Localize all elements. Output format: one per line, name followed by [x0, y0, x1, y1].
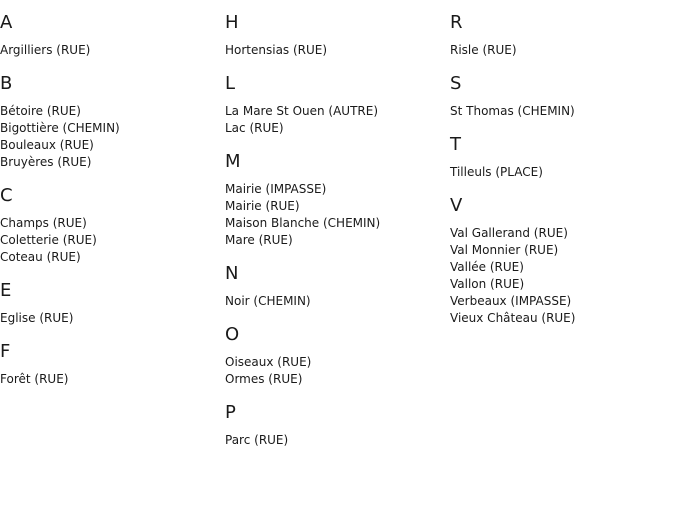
- section-letter: P: [225, 402, 236, 423]
- index-column-2: [225, 12, 445, 463]
- section-r: [450, 12, 670, 59]
- section-letter: C: [0, 185, 13, 206]
- index-column-1: [0, 12, 220, 402]
- street-list: [450, 103, 670, 120]
- street-item[interactable]: Mairie (RUE): [225, 199, 300, 213]
- street-item[interactable]: Parc (RUE): [225, 433, 289, 447]
- section-f: [0, 341, 220, 388]
- street-item[interactable]: Lac (RUE): [225, 121, 284, 135]
- street-item[interactable]: Champs (RUE): [0, 216, 87, 230]
- section-letter: E: [0, 280, 12, 301]
- street-item[interactable]: Mairie (IMPASSE): [225, 182, 327, 196]
- street-list: [225, 42, 445, 59]
- section-p: [225, 402, 445, 449]
- section-letter: S: [450, 73, 462, 94]
- section-v: [450, 195, 670, 327]
- street-item[interactable]: Mare (RUE): [225, 233, 293, 247]
- street-list: [0, 310, 220, 327]
- street-list: [0, 371, 220, 388]
- section-e: [0, 280, 220, 327]
- section-a: [0, 12, 220, 59]
- section-o: [225, 324, 445, 388]
- street-item[interactable]: Vallée (RUE): [450, 260, 524, 274]
- section-letter: M: [225, 151, 241, 172]
- street-item[interactable]: Ormes (RUE): [225, 372, 303, 386]
- street-list: [450, 164, 670, 181]
- section-s: [450, 73, 670, 120]
- street-item[interactable]: Bétoire (RUE): [0, 104, 81, 118]
- section-letter: T: [450, 134, 461, 155]
- section-letter: B: [0, 73, 13, 94]
- street-list: [450, 42, 670, 59]
- street-item[interactable]: Eglise (RUE): [0, 311, 74, 325]
- section-letter: H: [225, 12, 239, 33]
- section-letter: L: [225, 73, 236, 94]
- street-list: [450, 225, 670, 327]
- index-column-3: [450, 12, 670, 341]
- section-letter: A: [0, 12, 13, 33]
- section-letter: N: [225, 263, 239, 284]
- section-n: [225, 263, 445, 310]
- street-list: [225, 293, 445, 310]
- street-item[interactable]: Argilliers (RUE): [0, 43, 91, 57]
- section-letter: R: [450, 12, 463, 33]
- street-item[interactable]: Forêt (RUE): [0, 372, 69, 386]
- street-list: [0, 215, 220, 266]
- street-list: [225, 103, 445, 137]
- street-item[interactable]: Bouleaux (RUE): [0, 138, 94, 152]
- street-item[interactable]: Maison Blanche (CHEMIN): [225, 216, 381, 230]
- street-item[interactable]: Verbeaux (IMPASSE): [450, 294, 572, 308]
- section-l: [225, 73, 445, 137]
- street-item[interactable]: Bruyères (RUE): [0, 155, 92, 169]
- street-item[interactable]: Val Gallerand (RUE): [450, 226, 568, 240]
- street-item[interactable]: Bigottière (CHEMIN): [0, 121, 120, 135]
- street-item[interactable]: Hortensias (RUE): [225, 43, 328, 57]
- street-list: [225, 354, 445, 388]
- street-item[interactable]: Oiseaux (RUE): [225, 355, 312, 369]
- street-list: [0, 103, 220, 171]
- street-item[interactable]: Risle (RUE): [450, 43, 517, 57]
- street-item[interactable]: St Thomas (CHEMIN): [450, 104, 575, 118]
- street-item[interactable]: Noir (CHEMIN): [225, 294, 311, 308]
- section-c: [0, 185, 220, 266]
- section-letter: F: [0, 341, 11, 362]
- street-item[interactable]: La Mare St Ouen (AUTRE): [225, 104, 379, 118]
- section-h: [225, 12, 445, 59]
- street-item[interactable]: Val Monnier (RUE): [450, 243, 559, 257]
- section-letter: O: [225, 324, 240, 345]
- street-list: [225, 432, 445, 449]
- street-item[interactable]: Tilleuls (PLACE): [450, 165, 543, 179]
- street-list: [0, 42, 220, 59]
- street-item[interactable]: Vallon (RUE): [450, 277, 525, 291]
- street-list: [225, 181, 445, 249]
- street-item[interactable]: Coletterie (RUE): [0, 233, 97, 247]
- street-item[interactable]: Coteau (RUE): [0, 250, 81, 264]
- street-item[interactable]: Vieux Château (RUE): [450, 311, 576, 325]
- section-t: [450, 134, 670, 181]
- section-letter: V: [450, 195, 463, 216]
- section-m: [225, 151, 445, 249]
- section-b: [0, 73, 220, 171]
